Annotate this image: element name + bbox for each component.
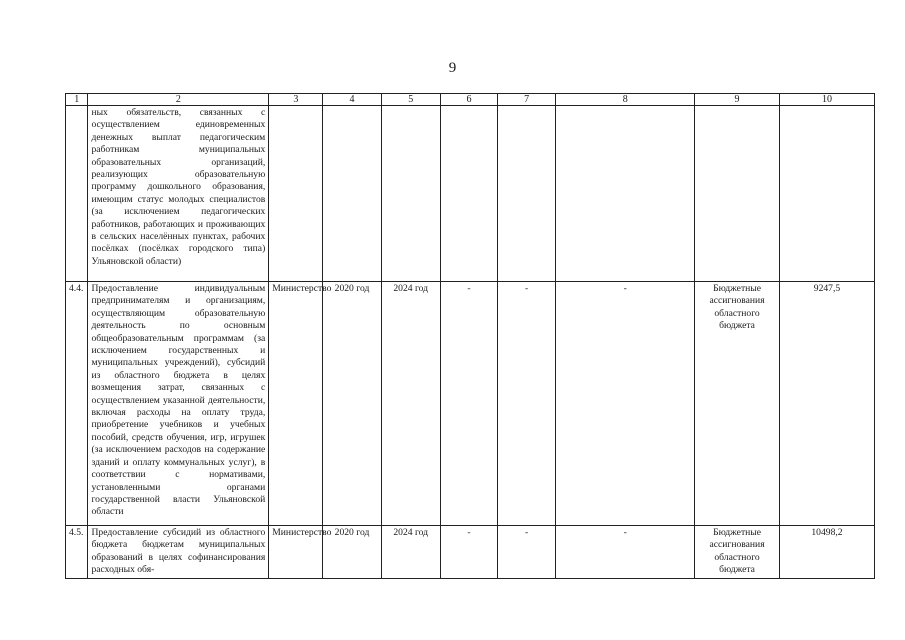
row-source: Бюджетные ассигнования областного бюджета	[695, 282, 780, 526]
row-col8: -	[556, 526, 695, 579]
column-header: 5	[381, 94, 440, 106]
row-source: Бюджетные ассигнования областного бюджета	[695, 526, 780, 579]
column-header: 7	[498, 94, 556, 106]
row-source	[695, 106, 780, 282]
row-start-year	[323, 106, 381, 282]
column-header: 9	[695, 94, 780, 106]
row-col8	[556, 106, 695, 282]
row-end-year	[381, 106, 440, 282]
column-header: 8	[556, 94, 695, 106]
row-end-year: 2024 год	[381, 282, 440, 526]
column-header: 2	[88, 94, 269, 106]
row-col7: -	[498, 282, 556, 526]
column-header: 4	[323, 94, 381, 106]
row-col7: -	[498, 526, 556, 579]
row-start-year: 2020 год	[323, 526, 381, 579]
column-header: 3	[269, 94, 323, 106]
column-header: 1	[66, 94, 88, 106]
row-description: ных обязательств, связанных с осуществлением единовременных денежных выплат педагогическим работникам муниципальных образовательных организаций, реализующих образовательную программу дошкольного образования, имеющим статус молодых специалистов (за исключением педагогических работников, работающих и проживающих в сельских населённых пунктах, рабочих посёлках (посёлках городского типа) Ульяновской области)	[88, 106, 269, 282]
column-header: 6	[440, 94, 497, 106]
row-executor: Министерство	[269, 282, 323, 526]
table-row	[66, 526, 875, 579]
row-col6: -	[440, 282, 497, 526]
row-executor: Министерство	[269, 526, 323, 579]
table-header-row	[66, 94, 875, 106]
row-col8: -	[556, 282, 695, 526]
row-description: Предоставление субсидий из областного бюджета бюджетам муниципальных образований в целях софинансирования расходных обя-	[88, 526, 269, 579]
column-header: 10	[779, 94, 874, 106]
row-number: 4.5.	[66, 526, 88, 579]
row-col7	[498, 106, 556, 282]
table-row	[66, 282, 875, 526]
row-amount: 9247,5	[779, 282, 874, 526]
program-table	[65, 93, 875, 579]
table-row	[66, 106, 875, 282]
row-start-year: 2020 год	[323, 282, 381, 526]
row-amount: 10498,2	[779, 526, 874, 579]
row-col6	[440, 106, 497, 282]
row-executor	[269, 106, 323, 282]
row-number: 4.4.	[66, 282, 88, 526]
row-amount	[779, 106, 874, 282]
row-number	[66, 106, 88, 282]
page-number: 9	[448, 60, 457, 76]
row-description: Предоставление индивидуальным предпринимателям и организациям, осуществляющим образовательную деятельность по основным общеобразовательным программам (за исключением государственных и муниципальных учреждений), субсидий из областного бюджета в целях возмещения затрат, связанных с осуществлением указанной деятельности, включая расходы на оплату труда, приобретение учебников и учебных пособий, средств обучения, игр, игрушек (за исключением расходов на содержание зданий и оплату коммунальных услуг), в соответствии с нормативами, установленными органами государственной власти Ульяновской области	[88, 282, 269, 526]
row-col6: -	[440, 526, 497, 579]
row-end-year: 2024 год	[381, 526, 440, 579]
